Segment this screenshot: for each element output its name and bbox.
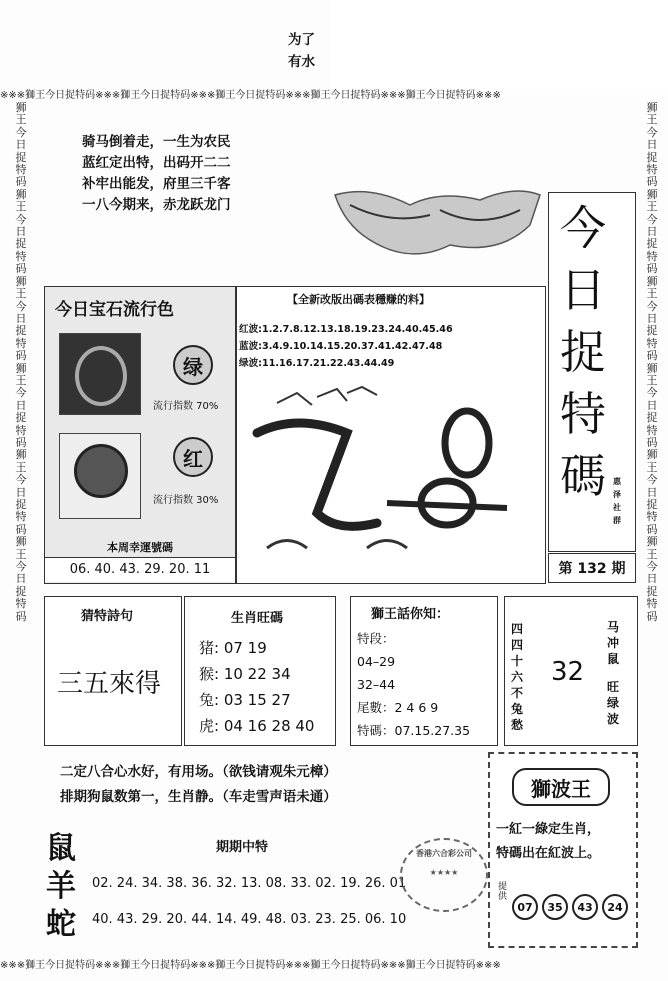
poem-line: 蓝红定出特，出码开二二: [82, 155, 231, 171]
bottom-zodiac-char: 羊: [46, 869, 76, 904]
poem-line: 补牢出能发，府里三千客: [82, 176, 231, 192]
rhyme-line: 排期狗鼠数第一，生肖静。（车走雪声语未通）: [60, 789, 337, 805]
poem-line: 一八今期来，赤龙跃龙门: [82, 197, 231, 213]
color-badge-red: 红: [173, 437, 213, 477]
wave-blue: 蓝波:3.4.9.10.14.15.20.37.41.42.47.48: [239, 341, 443, 352]
bottom-title: 期期中特: [216, 840, 269, 855]
issue-number: 第 132 期: [548, 553, 636, 583]
index-red: 流行指数 30%: [153, 495, 219, 506]
stamp-text: 香港六合彩公司: [416, 849, 472, 858]
gem-image-1: [59, 333, 141, 415]
title-vertical: [555, 197, 611, 507]
lion-row: 特段：: [357, 631, 395, 646]
border-right: 狮王今日捉特码狮王今日捉特码狮王今日捉特码狮王今日捉特码狮王今日捉特码狮王今日捉特码: [646, 102, 658, 623]
border-left: 狮王今日捉特码狮王今日捉特码狮王今日捉特码狮王今日捉特码狮王今日捉特码狮王今日捉特码: [15, 102, 27, 623]
lion-box: [350, 596, 498, 746]
wave-king-lines: [496, 818, 600, 866]
zodiac-row: 猪: 07 19: [199, 639, 267, 657]
zodiac-row: 猴: 10 22 34: [199, 665, 291, 683]
number-circle: 07: [512, 894, 538, 920]
title-char: 碼: [560, 449, 606, 503]
bottom-zodiac-char: 蛇: [46, 907, 76, 942]
company-stamp: [400, 838, 488, 912]
number-circle: 35: [542, 894, 568, 920]
rhyme-line: 二定八合心水好，有用场。（欲钱请观朱元樟）: [60, 764, 337, 780]
number-circle: 43: [572, 894, 598, 920]
guess-poem-text: 三五來得: [57, 669, 162, 699]
gem-panel: [44, 286, 236, 584]
top-blank-area: [330, 0, 668, 90]
bottom-zodiac: [46, 830, 76, 944]
lucky-title: 本周幸運號碼: [107, 541, 173, 554]
title-small: 惠 泽 社 群: [613, 477, 621, 525]
bottom-row-2: 40. 43. 29. 20. 44. 14. 49. 48. 03. 23. 25. 06. 10: [92, 912, 407, 927]
title-char: 捉: [560, 325, 606, 379]
zodiac-title: 生肖旺碼: [231, 611, 284, 626]
index-green: 流行指数 70%: [153, 401, 219, 412]
title-char: 日: [560, 263, 606, 317]
wave-king-provide: 提供: [498, 882, 508, 902]
lion-title: 獅王話你知：: [371, 607, 450, 622]
title-char: 特: [560, 387, 606, 441]
lion-row: 32–44: [357, 677, 396, 692]
wave-king-line: 一紅一綠定生肖，: [496, 822, 601, 837]
poem-block: [82, 132, 231, 216]
zodiac-rows: [199, 635, 314, 739]
bottom-zodiac-char: 鼠: [46, 831, 76, 866]
number-circle: 24: [602, 894, 628, 920]
lion-rows: [357, 627, 470, 742]
lion-row: 尾數：2 4 6 9: [357, 700, 439, 715]
wave-panel-title: 【全新改版出碼表穩赚的料】: [287, 293, 430, 306]
zodiac-box: [184, 596, 336, 746]
title-char: 今: [560, 201, 606, 255]
rhyme-lines: [60, 760, 337, 810]
wave-king-box: [488, 752, 638, 948]
color-badge-green: 绿: [173, 345, 213, 385]
lucky-numbers: 06. 40. 43. 29. 20. 11: [45, 557, 235, 582]
gem-panel-title: 今日宝石流行色: [55, 300, 174, 320]
zodiac-row: 兔: 03 15 27: [199, 691, 291, 709]
wave-king-title: 獅波王: [512, 768, 610, 806]
border-bottom: ※※※獅王今日捉特码※※※獅王今日捉特码※※※獅王今日捉特码※※※獅王今日捉特码※※※獅王今日捉特码※※※: [0, 960, 501, 971]
right-box-center: 32: [551, 657, 585, 687]
lion-row: 04–29: [357, 654, 396, 669]
zodiac-row: 虎: 04 16 28 40: [199, 717, 315, 735]
stamp-stars: ★★★★: [429, 868, 459, 877]
right-box-left-col: 四 四 十 六 不 兔 愁: [511, 622, 524, 732]
title-column: [548, 192, 636, 552]
right-box-top: 马 冲 鼠: [607, 620, 620, 666]
wave-lists: [239, 321, 453, 372]
bottom-row-1: 02. 24. 34. 38. 36. 32. 13. 08. 33. 02. 19. 26. 01: [92, 876, 407, 891]
wave-red: 红波:1.2.7.8.12.13.18.19.23.24.40.45.46: [239, 324, 453, 335]
top-partial-line1: 为了: [288, 32, 315, 48]
top-partial-line2: 有水: [288, 54, 315, 70]
lion-row: 特碼：07.15.27.35: [357, 723, 471, 738]
poem-line: 骑马倒着走，一生为农民: [82, 134, 231, 150]
right-box: [504, 596, 638, 746]
guess-poem-box: [44, 596, 182, 746]
wave-drawing: [237, 383, 545, 579]
guess-poem-title: 猜特詩句: [81, 609, 134, 624]
wave-king-line: 特碼出在紅波上。: [496, 846, 601, 861]
wave-green: 绿波:11.16.17.21.22.43.44.49: [239, 358, 395, 369]
lion-image: [330, 185, 545, 265]
wave-panel: [236, 286, 546, 584]
gem-image-2: [59, 433, 141, 519]
right-box-bottom: 旺 绿 波: [607, 680, 620, 726]
wave-king-circles: [512, 894, 628, 920]
border-top: ※※※獅王今日捉特码※※※獅王今日捉特码※※※獅王今日捉特码※※※獅王今日捉特码※※※獅王今日捉特码※※※: [0, 90, 501, 101]
